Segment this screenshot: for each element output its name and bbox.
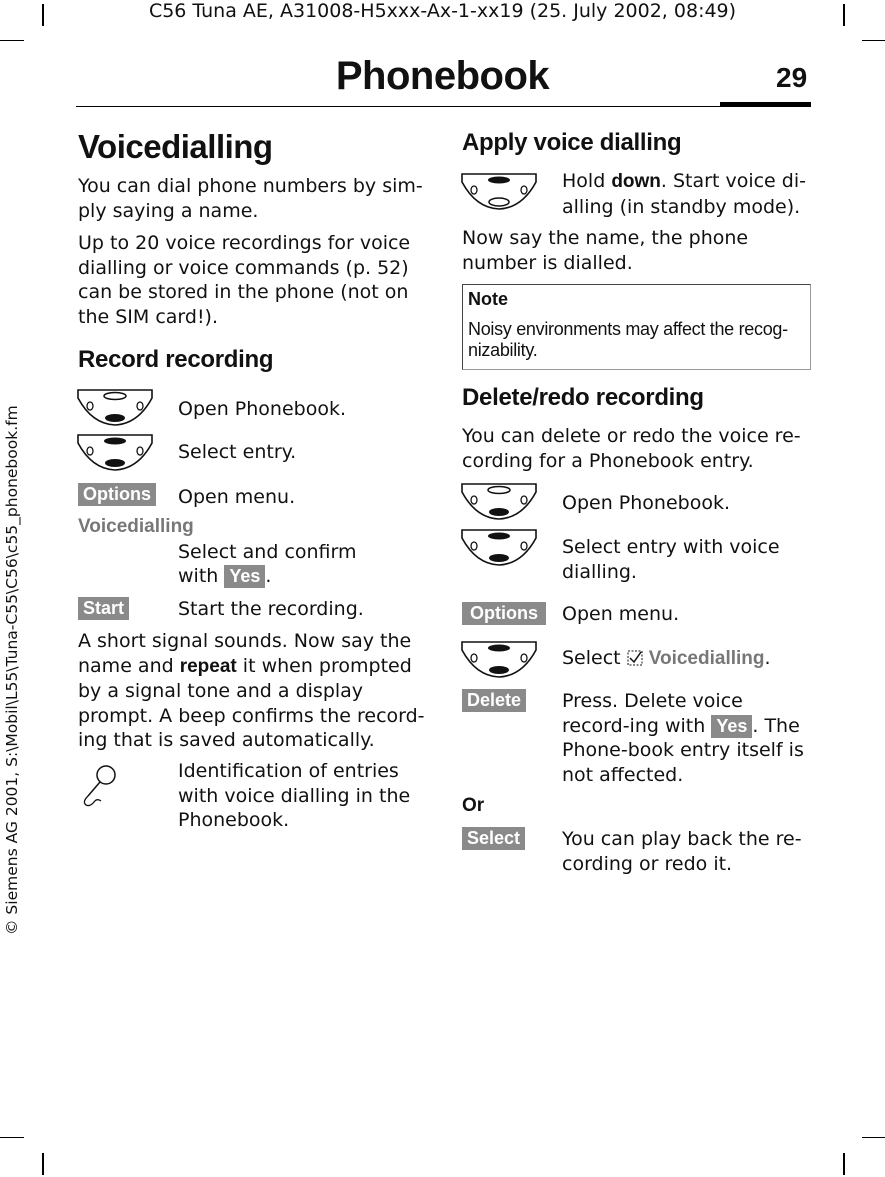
yes-softkey: Yes bbox=[711, 715, 752, 738]
mic-description: Identification of entries with voice dialling in the Phonebook. bbox=[178, 760, 411, 831]
step-text: Select entry with voice dialling. bbox=[562, 536, 780, 583]
options-softkey: Options bbox=[78, 483, 156, 506]
delete-softkey: Delete bbox=[462, 689, 526, 712]
microphone-icon bbox=[80, 762, 120, 808]
intro-paragraph: You can dial phone numbers by sim-ply saying a name. bbox=[78, 175, 423, 222]
nav-key-up-icon bbox=[460, 480, 538, 522]
crop-mark bbox=[862, 40, 885, 41]
start-softkey: Start bbox=[78, 597, 129, 620]
hold-down-text: Hold down. Start voice di-alling (in standby mode). bbox=[562, 170, 806, 218]
nav-key-up-icon bbox=[76, 386, 154, 428]
select-voicedialling-text: Select Voicedialling. bbox=[562, 647, 771, 669]
delete-intro: You can delete or redo the voice re-cording for a Phonebook entry. bbox=[462, 425, 801, 472]
subsection-heading: Record recording bbox=[78, 346, 274, 373]
nav-key-down-icon bbox=[460, 170, 538, 212]
yes-softkey: Yes bbox=[224, 565, 265, 588]
note-text: Noisy environments may affect the recog-nizability. bbox=[468, 319, 788, 360]
crop-mark bbox=[0, 1137, 24, 1138]
select-softkey: Select bbox=[462, 827, 525, 850]
checkbox-checked-icon bbox=[627, 650, 643, 666]
copyright-sidebar: © Siemens AG 2001, S:\Mobil\L55\Tuna-C55\C56\c55_phonebook.fm bbox=[3, 405, 21, 935]
step-text: Select and confirm bbox=[178, 541, 357, 563]
nav-key-updown-icon bbox=[460, 638, 538, 680]
options-softkey: Options bbox=[462, 602, 546, 625]
step-text: Open menu. bbox=[178, 486, 296, 508]
bold-word: repeat bbox=[179, 655, 237, 677]
step-text: Start the recording. bbox=[178, 598, 364, 620]
subsection-heading: Delete/redo recording bbox=[462, 384, 704, 411]
chapter-title: Phonebook bbox=[335, 54, 550, 98]
step-text: Open Phonebook. bbox=[178, 398, 346, 420]
note-title: Note bbox=[468, 289, 508, 309]
step-text: Open menu. bbox=[562, 603, 680, 625]
delete-instructions: Press. Delete voice record-ing with Yes . The Phone-book entry itself is not affected. bbox=[562, 690, 804, 786]
apply-paragraph: Now say the name, the phone number is dialled. bbox=[462, 227, 749, 274]
crop-mark bbox=[0, 40, 24, 41]
crop-mark bbox=[843, 1153, 845, 1175]
playback-text: You can play back the re-cording or redo it. bbox=[562, 828, 802, 875]
header-rule-thick bbox=[720, 102, 811, 107]
running-header: C56 Tuna AE, A31008-H5xxx-Ax-1-xx19 (25. July 2002, 08:49) bbox=[148, 0, 737, 22]
nav-key-updown-icon bbox=[460, 526, 538, 568]
recording-paragraph: A short signal sounds. Now say the name and repeat it when prompted by a signal tone and a display prompt. A beep confirms the record-ing that is saved automatically. bbox=[78, 630, 425, 751]
note-box bbox=[462, 284, 811, 370]
subsection-heading: Apply voice dialling bbox=[462, 129, 682, 156]
crop-mark bbox=[42, 1153, 44, 1175]
step-text: Open Phonebook. bbox=[562, 492, 730, 514]
step-text: Select entry. bbox=[178, 441, 297, 463]
step-text-line: with Yes . bbox=[178, 565, 272, 587]
or-label: Or bbox=[462, 795, 485, 816]
crop-mark bbox=[862, 1137, 885, 1138]
step-text: with bbox=[178, 565, 219, 587]
section-title: Voicedialling bbox=[78, 128, 273, 165]
intro-paragraph: Up to 20 voice recordings for voice dialling or voice commands (p. 52) can be stored in the phone (not on the SIM card!). bbox=[78, 232, 411, 328]
nav-key-updown-icon bbox=[76, 431, 154, 473]
menu-label: Voicedialling bbox=[78, 516, 194, 537]
page-number: 29 bbox=[776, 62, 808, 93]
header-rule bbox=[76, 106, 720, 107]
